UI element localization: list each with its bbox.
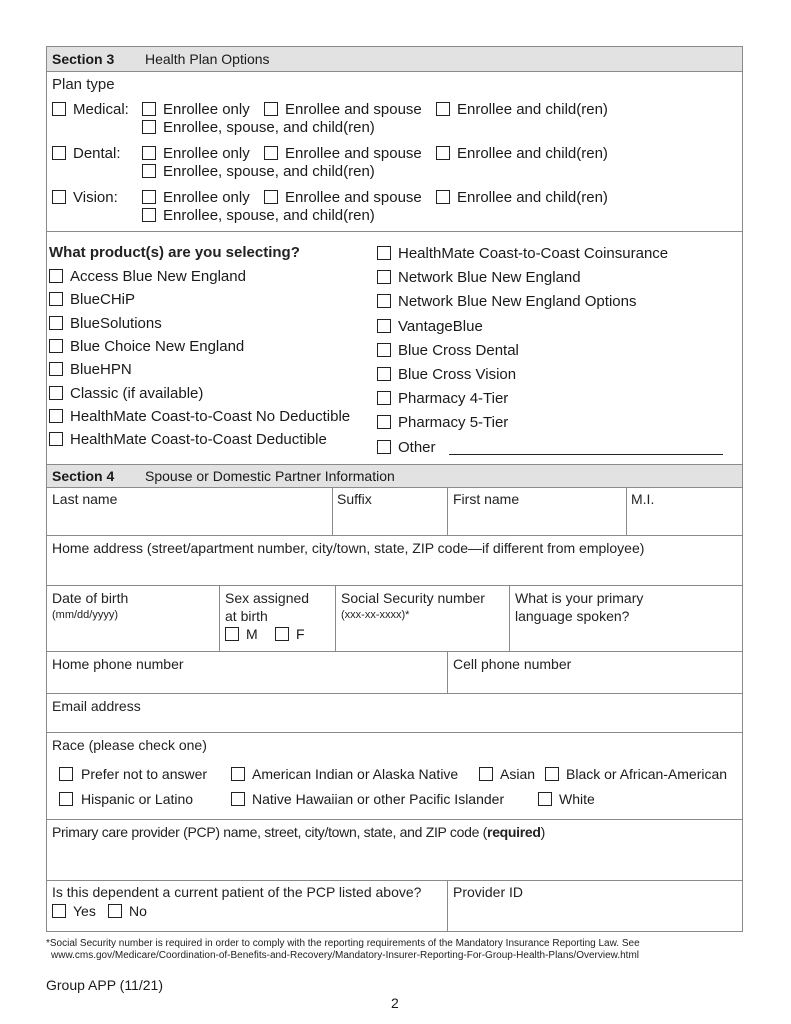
other-product-line[interactable]	[449, 454, 723, 455]
product-right-7[interactable]: Pharmacy 5-Tier	[377, 414, 508, 431]
race-label: Race (please check one)	[52, 737, 207, 753]
provider-id-label: Provider ID	[453, 884, 524, 900]
product-left-1[interactable]: BlueCHiP	[49, 291, 135, 308]
vision-enrollee-spouse-children[interactable]: Enrollee, spouse, and child(ren)	[142, 207, 375, 224]
product-right-2[interactable]: Network Blue New England Options	[377, 293, 636, 310]
product-left-2[interactable]: BlueSolutions	[49, 315, 162, 332]
sex-female-checkbox[interactable]: F	[275, 626, 305, 642]
dental-enrollee-only[interactable]: Enrollee only	[142, 145, 250, 162]
enrollment-form	[46, 46, 743, 932]
vision-enrollee-spouse[interactable]: Enrollee and spouse	[264, 189, 422, 206]
sex-label-line1: Sex assigned	[225, 590, 310, 606]
race-black[interactable]: Black or African-American	[545, 766, 727, 782]
vision-enrollee-children[interactable]: Enrollee and child(ren)	[436, 189, 608, 206]
dob-label: Date of birth	[52, 590, 129, 606]
product-right-1[interactable]: Network Blue New England	[377, 269, 581, 286]
cell-phone-label: Cell phone number	[453, 656, 572, 672]
pcp-patient-yes[interactable]: Yes	[52, 903, 96, 919]
race-hispanic[interactable]: Hispanic or Latino	[59, 791, 193, 807]
pcp-label: Primary care provider (PCP) name, street, city/town, state, and ZIP code (required)	[52, 824, 546, 840]
ssn-label: Social Security number	[341, 590, 485, 606]
plan-vision-checkbox[interactable]: Vision:	[52, 189, 118, 206]
plan-medical-checkbox[interactable]: Medical:	[52, 101, 129, 118]
medical-enrollee-children[interactable]: Enrollee and child(ren)	[436, 101, 608, 118]
medical-enrollee-spouse-children[interactable]: Enrollee, spouse, and child(ren)	[142, 119, 375, 136]
race-asian[interactable]: Asian	[479, 766, 535, 782]
pcp-patient-question: Is this dependent a current patient of the PCP listed above?	[52, 884, 422, 900]
home-phone-label: Home phone number	[52, 656, 184, 672]
section3-title: Health Plan Options	[145, 51, 270, 67]
race-native-hawaiian[interactable]: Native Hawaiian or other Pacific Islander	[231, 791, 504, 807]
footnote-line2: www.cms.gov/Medicare/Coordination-of-Benefits-and-Recovery/Mandatory-Insurer-Reporting-For-Group-Health-Plans/Overview.html	[51, 950, 639, 961]
ssn-format: (xxx-xx-xxxx)*	[341, 609, 410, 621]
pcp-required: required	[487, 824, 541, 840]
section3-number: Section 3	[52, 51, 115, 67]
product-left-5[interactable]: Classic (if available)	[49, 385, 203, 402]
product-right-3[interactable]: VantageBlue	[377, 318, 483, 335]
products-question: What product(s) are you selecting?	[49, 244, 300, 261]
footnote-line1: *Social Security number is required in order to comply with the reporting requirements of the Mandatory Insurance Reporting Law. See	[46, 938, 640, 949]
page-number: 2	[391, 995, 399, 1011]
dental-enrollee-spouse-children[interactable]: Enrollee, spouse, and child(ren)	[142, 163, 375, 180]
middle-initial-label: M.I.	[631, 491, 655, 507]
plan-dental-checkbox[interactable]: Dental:	[52, 145, 121, 162]
product-right-5[interactable]: Blue Cross Vision	[377, 366, 516, 383]
email-label: Email address	[52, 698, 141, 714]
dental-enrollee-children[interactable]: Enrollee and child(ren)	[436, 145, 608, 162]
form-id: Group APP (11/21)	[46, 977, 163, 993]
home-address-label: Home address (street/apartment number, city/town, state, ZIP code—if different from employee)	[52, 540, 645, 556]
medical-enrollee-spouse[interactable]: Enrollee and spouse	[264, 101, 422, 118]
last-name-label: Last name	[52, 491, 118, 507]
product-right-4[interactable]: Blue Cross Dental	[377, 342, 519, 359]
section4-title: Spouse or Domestic Partner Information	[145, 468, 395, 484]
product-left-3[interactable]: Blue Choice New England	[49, 338, 244, 355]
first-name-label: First name	[453, 491, 520, 507]
product-right-0[interactable]: HealthMate Coast-to-Coast Coinsurance	[377, 245, 668, 262]
medical-enrollee-only[interactable]: Enrollee only	[142, 101, 250, 118]
language-label-line1: What is your primary	[515, 590, 644, 606]
race-prefer-not[interactable]: Prefer not to answer	[59, 766, 207, 782]
dental-enrollee-spouse[interactable]: Enrollee and spouse	[264, 145, 422, 162]
section4-number: Section 4	[52, 468, 115, 484]
language-label-line2: language spoken?	[515, 608, 630, 624]
product-left-4[interactable]: BlueHPN	[49, 361, 132, 378]
pcp-patient-no[interactable]: No	[108, 903, 147, 919]
plan-type-label: Plan type	[52, 76, 115, 93]
section3-header	[47, 47, 742, 71]
vision-enrollee-only[interactable]: Enrollee only	[142, 189, 250, 206]
product-left-7[interactable]: HealthMate Coast-to-Coast Deductible	[49, 431, 327, 448]
sex-male-checkbox[interactable]: M	[225, 626, 258, 642]
dob-format: (mm/dd/yyyy)	[52, 609, 118, 621]
product-left-0[interactable]: Access Blue New England	[49, 268, 246, 285]
race-white[interactable]: White	[538, 791, 595, 807]
section4-header	[47, 465, 742, 487]
product-right-8[interactable]: Other	[377, 439, 436, 456]
product-right-6[interactable]: Pharmacy 4-Tier	[377, 390, 508, 407]
race-american-indian[interactable]: American Indian or Alaska Native	[231, 766, 458, 782]
sex-label-line2: at birth	[225, 608, 268, 624]
suffix-label: Suffix	[337, 491, 372, 507]
product-left-6[interactable]: HealthMate Coast-to-Coast No Deductible	[49, 408, 350, 425]
